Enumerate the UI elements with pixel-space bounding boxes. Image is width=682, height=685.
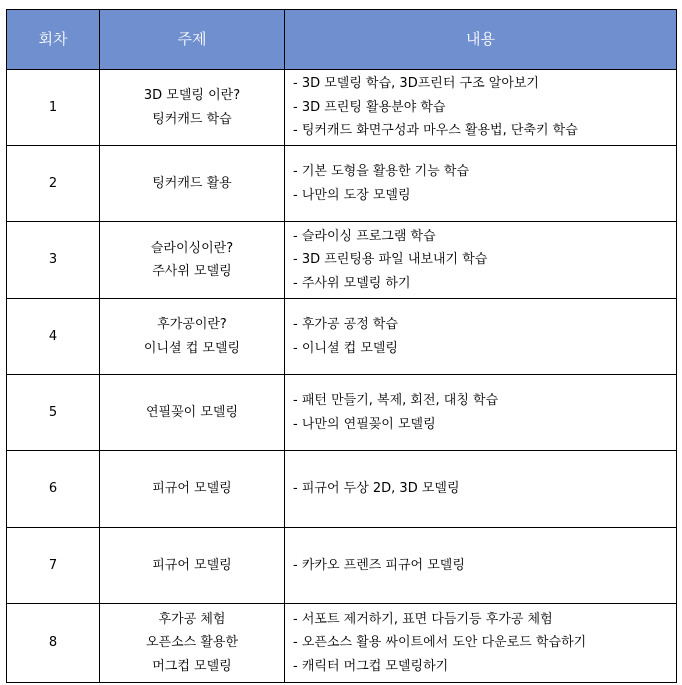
session-topic (100, 299, 285, 375)
session-number: 6 (7, 451, 100, 528)
session-content (285, 451, 677, 528)
content-line: - 3D 프린팅용 파일 내보내기 학습 (293, 252, 488, 268)
table-row (7, 528, 677, 604)
content-line: - 나만의 도장 모델링 (293, 187, 411, 203)
curriculum-table-wrapper (6, 9, 676, 683)
content-line: - 후가공 공정 학습 (293, 317, 398, 332)
session-number: 2 (7, 146, 100, 222)
header-topic: 주제 (100, 10, 285, 70)
session-content (285, 604, 677, 683)
table-row (7, 70, 677, 146)
session-number: 7 (7, 528, 100, 604)
topic-line: 이니셜 컵 모델링 (143, 340, 241, 356)
content-line: - 슬라이싱 프로그램 학습 (293, 228, 436, 244)
content-line: - 카카오 프렌즈 피규어 모델링 (293, 557, 465, 573)
topic-line: 팅커캐드 활용 (152, 175, 232, 191)
content-line: - 3D 프린팅 활용분야 학습 (293, 99, 446, 115)
table-header-row (7, 10, 677, 70)
content-line: - 오픈소스 활용 싸이트에서 도안 다운로드 학습하기 (293, 635, 587, 651)
content-line: - 캐릭터 머그컵 모델링하기 (293, 658, 449, 674)
topic-line: 후가공 체험 (158, 611, 226, 627)
topic-line: 연필꽂이 모델링 (145, 404, 239, 420)
session-topic (100, 375, 285, 451)
curriculum-table (6, 9, 677, 683)
session-topic (100, 528, 285, 604)
content-line: - 패턴 만들기, 복제, 회전, 대칭 학습 (293, 393, 499, 408)
session-topic (100, 451, 285, 528)
session-content (285, 146, 677, 222)
table-row (7, 299, 677, 375)
content-line: - 팅커캐드 화면구성과 마우스 활용법, 단축키 학습 (293, 123, 578, 139)
header-session: 회차 (7, 10, 100, 70)
content-line: - 기본 도형을 활용한 기능 학습 (293, 164, 470, 179)
topic-line: 팅커캐드 학습 (152, 111, 232, 127)
header-content: 내용 (285, 10, 677, 70)
topic-line: 오픈소스 활용한 (145, 635, 239, 651)
topic-line: 머그컵 모델링 (152, 658, 232, 674)
content-line: - 피규어 두상 2D, 3D 모델링 (293, 481, 460, 497)
table-row (7, 604, 677, 683)
session-content (285, 222, 677, 299)
session-number: 3 (7, 222, 100, 299)
session-topic (100, 222, 285, 299)
session-topic (100, 604, 285, 683)
session-number: 1 (7, 70, 100, 146)
table-row (7, 146, 677, 222)
topic-line: 피규어 모델링 (152, 557, 232, 573)
table-row (7, 222, 677, 299)
session-number: 5 (7, 375, 100, 451)
table-row (7, 375, 677, 451)
session-content (285, 375, 677, 451)
content-line: - 이니셜 컵 모델링 (293, 340, 398, 356)
session-content (285, 528, 677, 604)
content-line: - 3D 모델링 학습, 3D프린터 구조 알아보기 (293, 76, 539, 92)
topic-line: 후가공이란? (157, 317, 227, 332)
content-line: - 서포트 제거하기, 표면 다듬기등 후가공 체험 (293, 611, 553, 627)
session-number: 4 (7, 299, 100, 375)
session-number: 8 (7, 604, 100, 683)
topic-line: 주사위 모델링 (152, 264, 232, 279)
session-content (285, 299, 677, 375)
session-topic (100, 70, 285, 146)
session-topic (100, 146, 285, 222)
topic-line: 피규어 모델링 (152, 481, 232, 497)
topic-line: 슬라이싱이란? (150, 240, 234, 256)
content-line: - 나만의 연필꽂이 모델링 (293, 416, 436, 432)
table-row (7, 451, 677, 528)
session-content (285, 70, 677, 146)
content-line: - 주사위 모델링 하기 (293, 275, 411, 291)
topic-line: 3D 모델링 이란? (143, 88, 241, 103)
